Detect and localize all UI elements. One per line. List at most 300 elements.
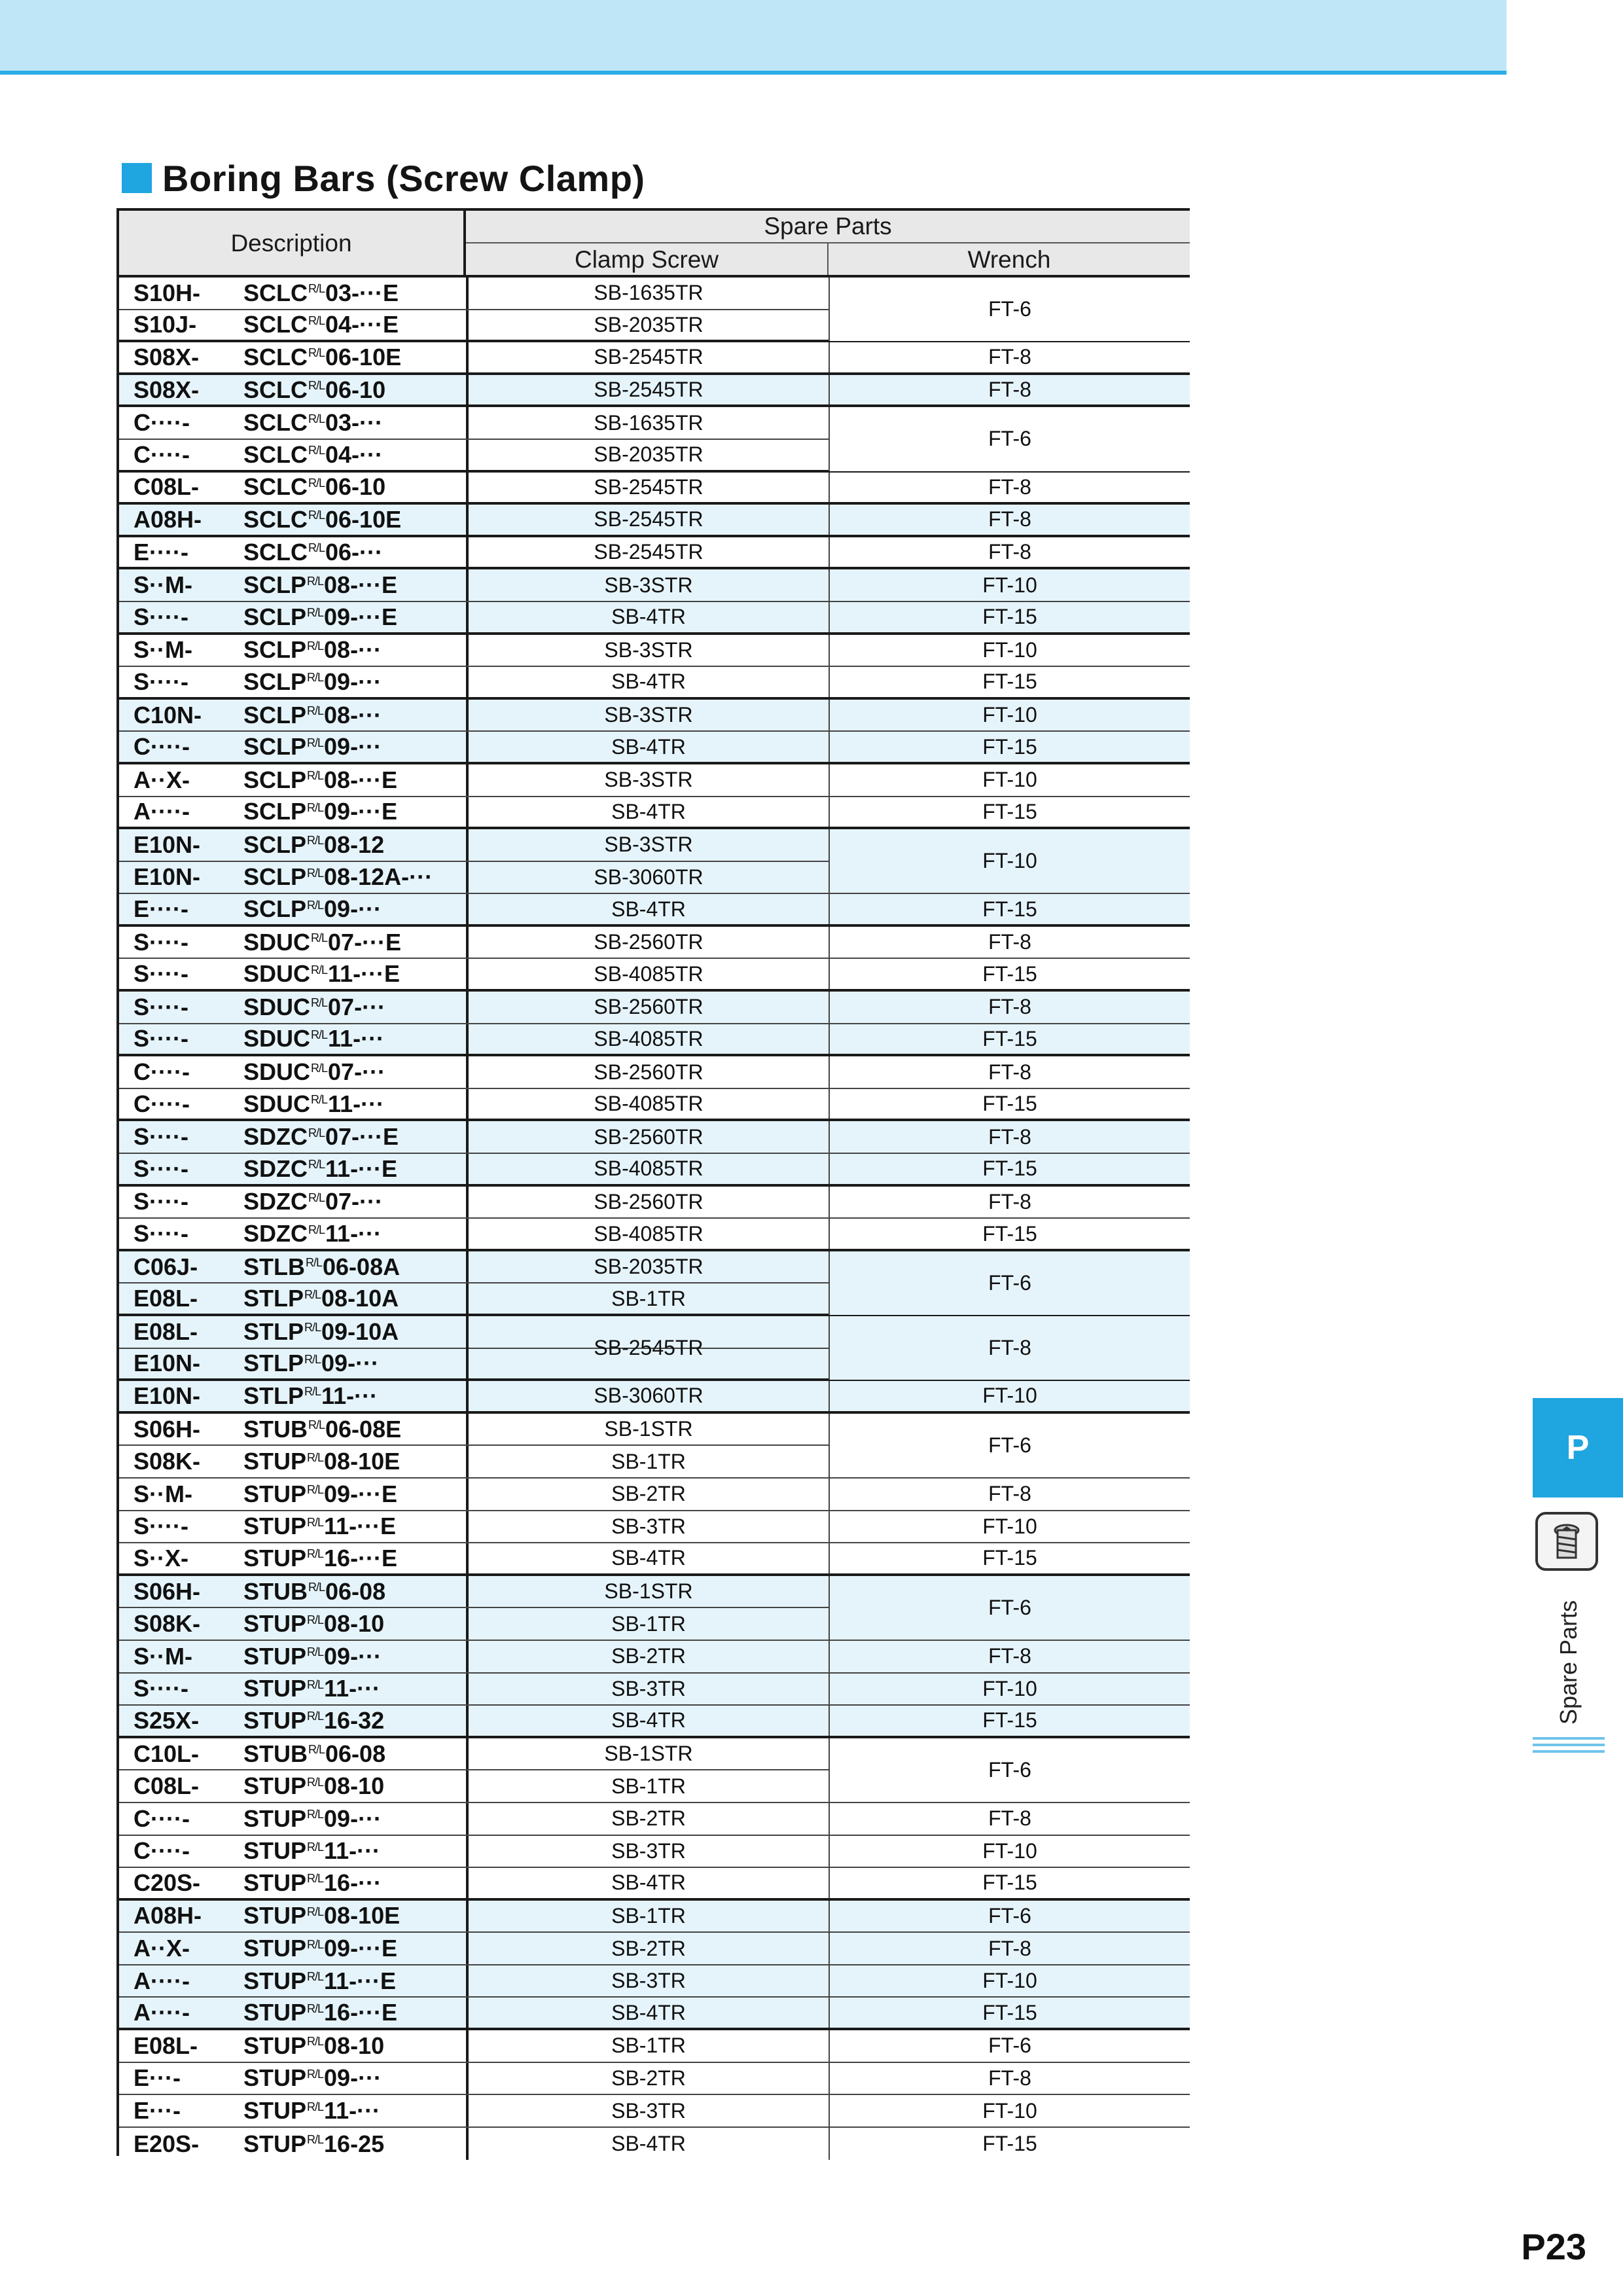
row-prefix: A··X- [134, 766, 190, 793]
row-code [243, 1381, 459, 1411]
row-code-hand-mark: R/L [307, 1710, 324, 1723]
wrench-cell: FT-6 [829, 407, 1190, 471]
row-code-suffix: 09-··· [324, 2064, 382, 2092]
row-prefix: A08H- [134, 1902, 202, 1929]
row-prefix: S····- [134, 603, 188, 630]
wrench-cell: FT-6 [829, 1901, 1190, 1932]
row-code-base: SDUC [243, 1090, 311, 1117]
row-code [243, 1446, 459, 1477]
row-code-suffix: 08-···E [324, 571, 398, 599]
clamp-screw-cell: SB-3TR [466, 1674, 829, 1705]
row-code [243, 635, 459, 666]
clamp-screw-cell: SB-4TR [466, 732, 829, 762]
row-code-suffix: 08-12A-··· [324, 863, 433, 891]
clamp-screw-cell: SB-3TR [466, 2095, 829, 2126]
row-code-hand-mark: R/L [308, 1581, 325, 1594]
row-code-hand-mark: R/L [307, 834, 324, 848]
table-row [119, 894, 1190, 927]
wrench-cell: FT-10 [829, 764, 1190, 796]
row-code [243, 505, 459, 535]
row-code-base: SDUC [243, 993, 311, 1020]
row-code [243, 862, 459, 893]
row-code-hand-mark: R/L [307, 1905, 324, 1918]
wrench-cell: FT-10 [829, 569, 1190, 601]
wrench-cell: FT-8 [829, 1187, 1190, 1218]
table-row [119, 1543, 1190, 1576]
row-code [243, 1187, 459, 1218]
section-heading [122, 152, 645, 204]
clamp-screw-cell: SB-3TR [466, 1965, 829, 1997]
table-row [119, 992, 1190, 1024]
table-row [119, 1706, 1190, 1738]
row-prefix: C····- [134, 440, 190, 468]
row-code [243, 1901, 459, 1932]
row-code-hand-mark: R/L [308, 541, 325, 555]
clamp-screw-cell: SB-1STR [466, 1576, 829, 1607]
table-body [119, 278, 1190, 2160]
row-code [243, 1349, 459, 1379]
row-code [243, 375, 459, 405]
row-code [243, 1608, 459, 1640]
row-prefix: S10J- [134, 311, 197, 338]
row-code-hand-mark: R/L [307, 800, 324, 814]
table-row [119, 1219, 1190, 1251]
table-row [119, 1998, 1190, 2030]
row-code-base: SCLC [243, 311, 308, 338]
row-code-base: SCLC [243, 343, 308, 370]
table-row [119, 537, 1190, 570]
row-code-base: STLP [243, 1382, 304, 1409]
row-code-hand-mark: R/L [308, 412, 325, 425]
row-prefix: S····- [134, 1025, 188, 1052]
clamp-screw-cell: SB-1TR [466, 1283, 829, 1314]
row-prefix: S····- [134, 1155, 188, 1182]
row-code-hand-mark: R/L [308, 314, 325, 327]
row-code-base: STUP [243, 1480, 307, 1507]
clamp-screw-cell: SB-4TR [466, 667, 829, 697]
row-code [243, 310, 459, 340]
row-code [243, 992, 459, 1023]
row-code [243, 1965, 459, 1997]
row-code [243, 1641, 459, 1672]
row-code-hand-mark: R/L [307, 2133, 324, 2147]
row-code-base: SDZC [243, 1155, 308, 1182]
row-code-base: STUP [243, 1999, 307, 2026]
table-row [119, 1738, 1190, 1782]
row-code-base: STLP [243, 1318, 304, 1345]
table-row [119, 1056, 1190, 1089]
row-code [243, 473, 459, 503]
clamp-screw-cell: SB-1STR [466, 1738, 829, 1770]
section-tab-letter: P [1566, 1429, 1590, 1467]
row-code-hand-mark: R/L [307, 898, 324, 912]
wrench-cell: FT-15 [829, 732, 1190, 762]
row-code [243, 2063, 459, 2094]
row-prefix: S····- [134, 960, 188, 988]
row-prefix: S08X- [134, 343, 200, 370]
row-code-base: SCLC [243, 376, 308, 403]
row-prefix: S····- [134, 668, 188, 695]
row-code-suffix: 06-10E [325, 505, 402, 533]
row-code-suffix: 11-··· [325, 1220, 382, 1247]
wrench-cell: FT-8 [829, 1056, 1190, 1088]
row-code-suffix: 07-··· [328, 1058, 386, 1086]
row-code-hand-mark: R/L [311, 931, 328, 945]
row-code-hand-mark: R/L [304, 1287, 321, 1301]
row-code-hand-mark: R/L [307, 1515, 324, 1529]
row-code [243, 764, 459, 796]
row-prefix: S08X- [134, 376, 200, 403]
wrench-cell: FT-6 [829, 278, 1190, 341]
clamp-screw-cell: SB-3STR [466, 700, 829, 731]
row-code-base: STUP [243, 2097, 307, 2125]
clamp-screw-cell: SB-3STR [466, 829, 829, 861]
row-code-suffix: 11-··· [328, 1025, 385, 1052]
row-prefix: A08H- [134, 505, 202, 533]
row-code-base: STUB [243, 1740, 308, 1767]
row-code-suffix: 08-10 [324, 1610, 385, 1638]
row-code-suffix: 07-··· [328, 993, 386, 1020]
row-code-hand-mark: R/L [307, 1937, 324, 1951]
clamp-screw-cell: SB-3TR [466, 1511, 829, 1543]
clamp-screw-cell: SB-2035TR [466, 440, 829, 470]
row-code-hand-mark: R/L [307, 866, 324, 880]
table-row [119, 829, 1190, 873]
row-prefix: C20S- [134, 1869, 201, 1896]
row-prefix: S06H- [134, 1415, 201, 1443]
row-code-base: SCLC [243, 279, 308, 306]
clamp-screw-cell: SB-3060TR [466, 862, 829, 893]
page-number: P23 [1521, 2226, 1586, 2267]
row-code-suffix: 11-··· [321, 1382, 378, 1409]
clamp-screw-cell: SB-4085TR [466, 1089, 829, 1119]
row-prefix: E10N- [134, 831, 201, 858]
row-code-suffix: 16-··· [324, 1869, 382, 1896]
row-prefix: S08K- [134, 1448, 201, 1475]
section-tab-p[interactable] [1533, 1398, 1623, 1498]
clamp-screw-cell: SB-4TR [466, 1706, 829, 1736]
row-prefix: A····- [134, 798, 190, 825]
row-prefix: S··M- [134, 1642, 192, 1670]
row-code-suffix: 06-08 [325, 1577, 386, 1605]
row-code-hand-mark: R/L [307, 1970, 324, 1984]
row-code-suffix: 07-···E [325, 1123, 399, 1151]
clamp-screw-cell: SB-4TR [466, 894, 829, 924]
row-prefix: E10N- [134, 1382, 201, 1409]
row-code-suffix: 06-08E [325, 1415, 402, 1443]
row-code [243, 1706, 459, 1736]
row-code-base: STUP [243, 2032, 307, 2059]
row-code-base: SDZC [243, 1188, 308, 1215]
row-code [243, 1543, 459, 1573]
row-code-base: SCLP [243, 766, 307, 793]
row-prefix: S····- [134, 993, 188, 1020]
table-row [119, 1674, 1190, 1706]
clamp-screw-cell: SB-3STR [466, 569, 829, 601]
row-code-hand-mark: R/L [307, 769, 324, 783]
row-code [243, 1836, 459, 1867]
clamp-screw-cell: SB-3STR [466, 764, 829, 796]
row-prefix: C10L- [134, 1740, 200, 1767]
row-code-hand-mark: R/L [307, 574, 324, 588]
row-code-hand-mark: R/L [308, 1126, 325, 1139]
row-code-suffix: 09-···E [324, 1480, 398, 1507]
row-code-base: STUP [243, 1935, 307, 1962]
row-code-hand-mark: R/L [307, 1483, 324, 1497]
row-code [243, 1316, 459, 1348]
row-code-base: STUP [243, 1675, 307, 1702]
row-prefix: C06J- [134, 1253, 198, 1280]
table-row [119, 1933, 1190, 1965]
row-prefix: S10H- [134, 279, 201, 306]
row-code-hand-mark: R/L [308, 379, 325, 393]
row-prefix: E···- [134, 2064, 181, 2092]
row-prefix: S08K- [134, 1610, 201, 1638]
wrench-cell: FT-8 [829, 375, 1190, 405]
row-code [243, 1803, 459, 1835]
clamp-screw-cell: SB-3060TR [466, 1381, 829, 1411]
row-code-hand-mark: R/L [304, 1321, 321, 1335]
row-code-suffix: 11-···E [325, 1155, 398, 1182]
row-code-base: SDUC [243, 928, 311, 956]
row-code [243, 1121, 459, 1153]
table-row [119, 1576, 1190, 1619]
table-row [119, 1868, 1190, 1901]
side-label: Spare Parts [1555, 1600, 1582, 1725]
row-code-base: SCLP [243, 636, 307, 664]
table-row [119, 1089, 1190, 1122]
table-row [119, 1381, 1190, 1414]
clamp-screw-cell: SB-2035TR [466, 1251, 829, 1283]
row-code [243, 1414, 459, 1445]
row-code [243, 797, 459, 827]
wrench-cell: FT-10 [829, 1511, 1190, 1543]
wrench-cell: FT-10 [829, 1965, 1190, 1997]
row-code [243, 1576, 459, 1607]
row-code [243, 1998, 459, 2028]
table-row [119, 764, 1190, 797]
row-prefix: E08L- [134, 1318, 198, 1345]
clamp-screw-cell: SB-4085TR [466, 1024, 829, 1054]
row-code-suffix: 08-12 [324, 831, 385, 858]
row-code-base: SCLC [243, 440, 308, 468]
row-code-hand-mark: R/L [307, 736, 324, 749]
row-prefix: C08L- [134, 1772, 200, 1800]
row-code [243, 569, 459, 601]
row-code-suffix: 06-10 [325, 473, 386, 501]
row-code-hand-mark: R/L [307, 1808, 324, 1821]
row-prefix: E10N- [134, 863, 201, 891]
wrench-cell: FT-8 [829, 473, 1190, 503]
row-prefix: S····- [134, 1513, 188, 1540]
row-code-suffix: 09-10A [321, 1318, 399, 1345]
row-code-hand-mark: R/L [308, 509, 325, 522]
row-code-suffix: 08-10E [324, 1902, 401, 1929]
row-code-hand-mark: R/L [307, 2035, 324, 2049]
row-code [243, 829, 459, 861]
column-header-wrench: Wrench [829, 243, 1190, 276]
wrench-cell: FT-10 [829, 1381, 1190, 1411]
table-row [119, 1479, 1190, 1511]
clamp-screw-cell: SB-4TR [466, 1998, 829, 2028]
row-code-hand-mark: R/L [306, 1256, 323, 1270]
row-code-hand-mark: R/L [307, 2100, 324, 2113]
clamp-screw-cell: SB-1635TR [466, 278, 829, 309]
row-code-base: STLP [243, 1350, 304, 1377]
wrench-cell: FT-15 [829, 1868, 1190, 1898]
row-prefix: C····- [134, 733, 190, 761]
row-code-base: STUP [243, 1837, 307, 1865]
row-code [243, 667, 459, 697]
wrench-cell: FT-15 [829, 1154, 1190, 1184]
wrench-cell: FT-10 [829, 1836, 1190, 1867]
row-prefix: S··M- [134, 571, 192, 599]
clamp-screw-cell: SB-2545TR [466, 375, 829, 405]
table-row [119, 635, 1190, 668]
row-code [243, 894, 459, 924]
row-prefix: S····- [134, 928, 188, 956]
page-title: Boring Bars (Screw Clamp) [162, 157, 645, 199]
row-prefix: A····- [134, 1999, 190, 2026]
row-code-hand-mark: R/L [307, 1547, 324, 1561]
clamp-screw-cell: SB-2560TR [466, 1121, 829, 1153]
row-code [243, 602, 459, 632]
row-code-base: STUP [243, 1706, 307, 1734]
row-code-hand-mark: R/L [308, 476, 325, 490]
row-code-suffix: 08-··· [324, 636, 382, 664]
table-row [119, 2030, 1190, 2063]
row-code-hand-mark: R/L [311, 1093, 328, 1107]
row-code-suffix: 11-··· [324, 1675, 381, 1702]
wrench-cell: FT-15 [829, 2128, 1190, 2161]
row-code-hand-mark: R/L [311, 1028, 328, 1041]
row-code [243, 1511, 459, 1543]
column-header-spare-parts: Spare Parts [466, 211, 1190, 243]
row-code-suffix: 09-··· [321, 1350, 380, 1377]
row-prefix: C····- [134, 409, 190, 437]
clamp-screw-cell: SB-2TR [466, 1479, 829, 1510]
table-row [119, 1641, 1190, 1674]
wrench-cell: FT-15 [829, 1706, 1190, 1736]
row-code-suffix: 16-25 [324, 2130, 385, 2157]
row-code-base: STUP [243, 1448, 307, 1475]
table-row [119, 1316, 1190, 1360]
row-code [243, 1674, 459, 1705]
row-prefix: E···- [134, 2097, 181, 2125]
row-code-suffix: 06-08 [325, 1740, 386, 1767]
row-code [243, 537, 459, 567]
row-code-suffix: 09-··· [324, 733, 382, 761]
row-prefix: E10N- [134, 1350, 201, 1377]
wrench-cell: FT-15 [829, 797, 1190, 827]
wrench-cell: FT-15 [829, 602, 1190, 632]
row-code-suffix: 09-··· [324, 895, 382, 923]
row-prefix: C····- [134, 1090, 190, 1117]
row-code [243, 278, 459, 309]
row-code-suffix: 03-··· [325, 409, 383, 437]
table-row [119, 1836, 1190, 1869]
row-code [243, 1770, 459, 1802]
wrench-cell: FT-10 [829, 1674, 1190, 1705]
table-row [119, 278, 1190, 321]
row-code-suffix: 08-10 [324, 1772, 385, 1800]
row-code-suffix: 03-···E [325, 279, 399, 306]
row-code-base: SCLP [243, 603, 307, 630]
row-code-base: SCLP [243, 733, 307, 761]
row-code [243, 927, 459, 958]
row-code-suffix: 09-···E [324, 798, 398, 825]
row-code-hand-mark: R/L [307, 671, 324, 685]
row-code [243, 1738, 459, 1770]
row-code-hand-mark: R/L [307, 1677, 324, 1691]
table-row [119, 1121, 1190, 1154]
row-code-suffix: 16-···E [324, 1544, 398, 1571]
column-header-description: Description [119, 211, 466, 276]
row-code-base: STUB [243, 1577, 308, 1605]
row-code-hand-mark: R/L [304, 1385, 321, 1399]
row-code-suffix: 08-···E [324, 766, 398, 793]
row-code-base: SDUC [243, 1058, 311, 1086]
table-row [119, 667, 1190, 700]
row-code [243, 2030, 459, 2062]
row-code [243, 1868, 459, 1898]
row-prefix: E20S- [134, 2130, 200, 2157]
clamp-screw-cell: SB-2545TR [466, 473, 829, 503]
row-code [243, 700, 459, 731]
row-code-hand-mark: R/L [307, 639, 324, 653]
row-code [243, 2128, 459, 2161]
row-code [243, 2095, 459, 2126]
row-code-suffix: 09-··· [324, 1804, 382, 1832]
row-prefix: E····- [134, 895, 188, 923]
clamp-screw-cell: SB-2TR [466, 1803, 829, 1835]
clamp-screw-cell: SB-1STR [466, 1414, 829, 1445]
wrench-cell: FT-8 [829, 1316, 1190, 1380]
row-prefix: C10N- [134, 701, 202, 728]
clamp-screw-cell: SB-2545TR [466, 342, 829, 372]
clamp-screw-cell: SB-2545TR [466, 1316, 829, 1380]
wrench-cell: FT-15 [829, 1543, 1190, 1573]
row-code-suffix: 11-···E [324, 1513, 397, 1540]
wrench-cell: FT-15 [829, 894, 1190, 924]
row-code-base: STUP [243, 2064, 307, 2092]
wrench-cell: FT-8 [829, 1933, 1190, 1964]
table-row [119, 1154, 1190, 1187]
row-code-base: STUP [243, 1544, 307, 1571]
clamp-screw-cell: SB-1TR [466, 2030, 829, 2062]
wrench-cell: FT-15 [829, 959, 1190, 989]
table-row [119, 732, 1190, 764]
row-code [243, 1251, 459, 1283]
row-code-hand-mark: R/L [307, 1840, 324, 1854]
row-code-base: SDZC [243, 1123, 308, 1151]
row-code-base: SDUC [243, 1025, 311, 1052]
row-code-base: SDZC [243, 1220, 308, 1247]
row-code-hand-mark: R/L [307, 1872, 324, 1886]
row-code [243, 342, 459, 372]
row-prefix: C····- [134, 1837, 190, 1865]
table-row [119, 505, 1190, 537]
row-code-base: STLP [243, 1285, 304, 1312]
table-row [119, 959, 1190, 992]
row-prefix: E08L- [134, 1285, 198, 1312]
table-row [119, 1803, 1190, 1836]
row-prefix: C08L- [134, 473, 200, 501]
row-code-base: STUP [243, 1772, 307, 1800]
clamp-screw-cell: SB-1TR [466, 1608, 829, 1640]
row-prefix: S06H- [134, 1577, 201, 1605]
clamp-screw-cell: SB-2560TR [466, 1187, 829, 1218]
